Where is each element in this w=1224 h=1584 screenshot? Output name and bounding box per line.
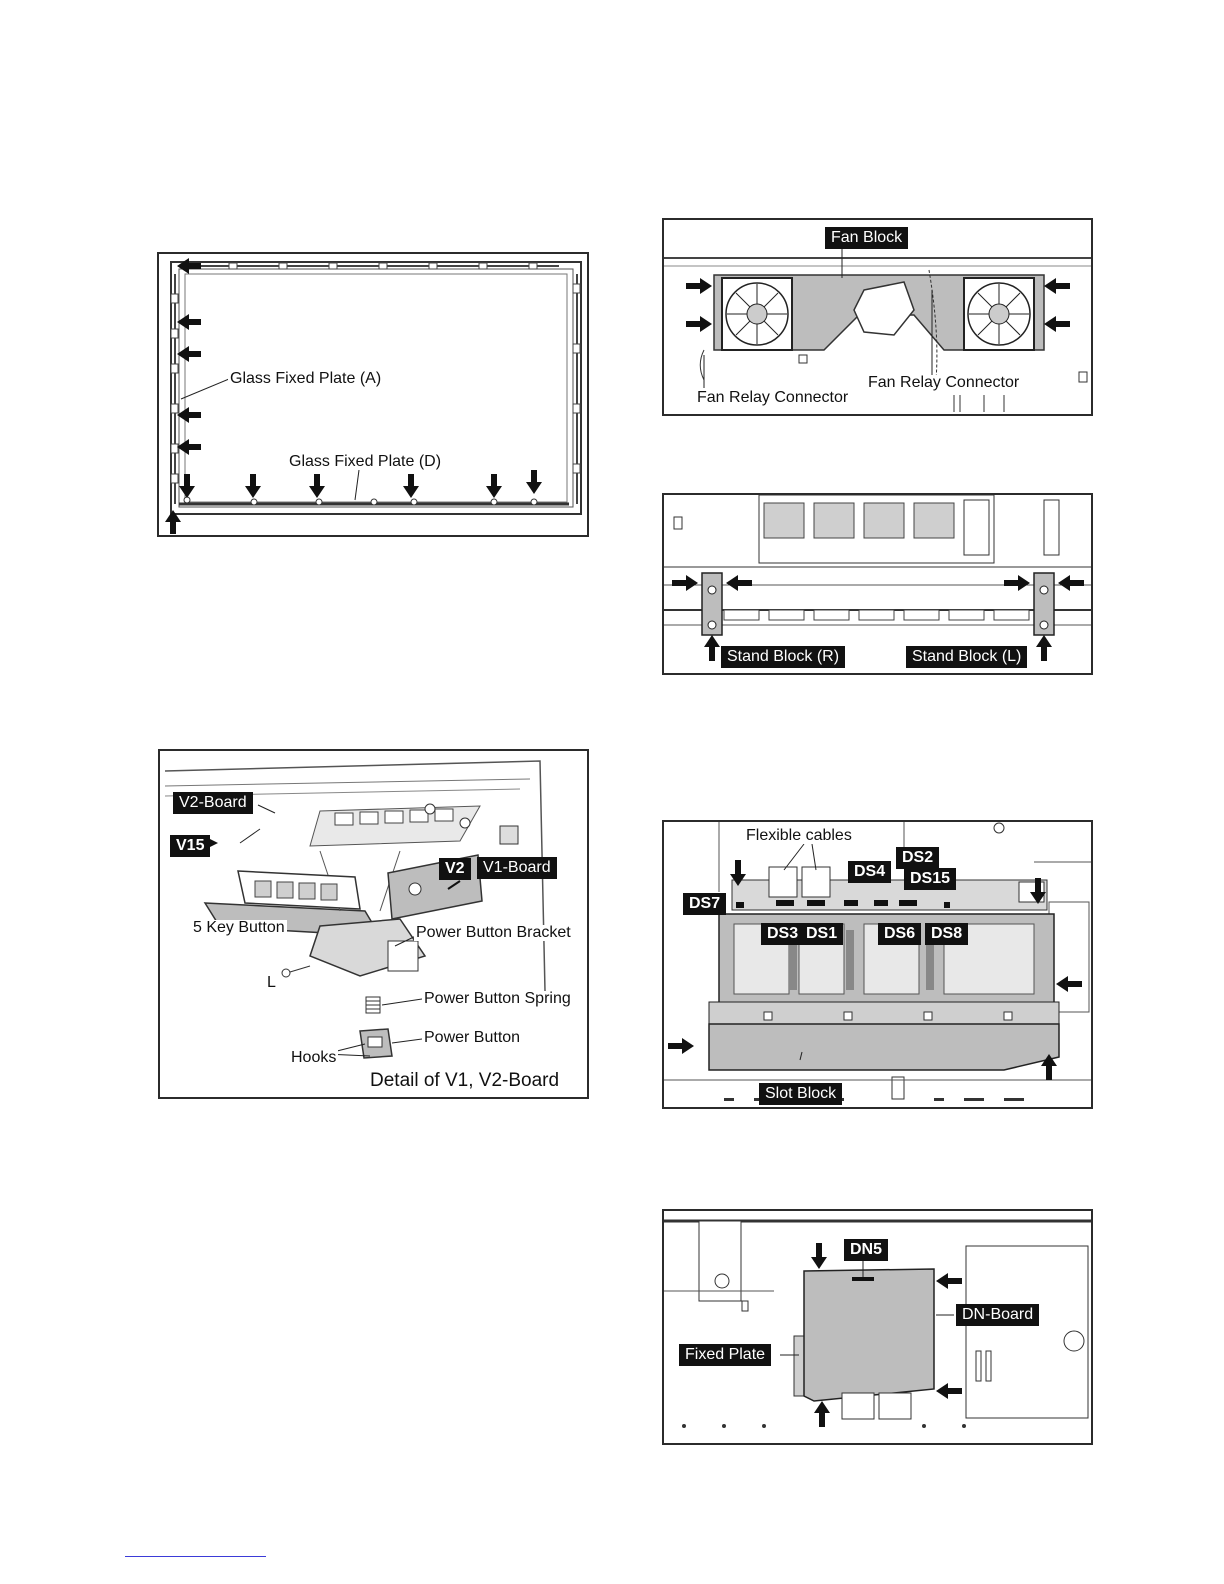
label-v2: V2: [439, 858, 471, 880]
panel-dn-board: [662, 1209, 1093, 1445]
label-ds15: DS15: [904, 868, 956, 890]
label-glass-fixed-plate-d: Glass Fixed Plate (D): [289, 453, 442, 470]
label-stand-block-l: Stand Block (L): [906, 646, 1027, 668]
label-slot-block: Slot Block: [759, 1083, 842, 1105]
label-ds4: DS4: [848, 861, 891, 883]
panel-glass-fixed-plates: [157, 252, 589, 537]
panel-slot-block: [662, 820, 1093, 1109]
label-fan-relay-connector-left: Fan Relay Connector: [697, 389, 849, 406]
label-dn-board: DN-Board: [956, 1304, 1039, 1326]
panel-stand-blocks: [662, 493, 1093, 675]
label-power-button-spring: Power Button Spring: [424, 990, 571, 1007]
caption-detail-v1-v2: Detail of V1, V2-Board: [370, 1070, 560, 1091]
label-fan-relay-connector-right: Fan Relay Connector: [868, 374, 1020, 391]
label-ds3: DS3: [761, 923, 804, 945]
panel-fan-block: [662, 218, 1093, 416]
label-v15: V15: [170, 835, 210, 857]
label-power-button: Power Button: [424, 1029, 521, 1046]
label-fan-block: Fan Block: [825, 227, 908, 249]
label-l: L: [267, 974, 276, 991]
panel-v1-v2-board-detail: [158, 749, 589, 1099]
label-ds8: DS8: [925, 923, 968, 945]
label-glass-fixed-plate-a: Glass Fixed Plate (A): [230, 370, 382, 387]
glass-frame-drawing: [159, 254, 587, 535]
label-power-button-bracket: Power Button Bracket: [416, 924, 571, 941]
label-hooks: Hooks: [291, 1049, 337, 1066]
footer-link-underline[interactable]: [125, 1556, 266, 1557]
label-ds2: DS2: [896, 847, 939, 869]
label-stand-block-r: Stand Block (R): [721, 646, 845, 668]
label-5-key-button: 5 Key Button: [193, 919, 285, 936]
label-fixed-plate: Fixed Plate: [679, 1344, 771, 1366]
label-v1-board: V1-Board: [477, 857, 557, 879]
label-v2-board: V2-Board: [173, 792, 253, 814]
label-ds6: DS6: [878, 923, 921, 945]
label-flexible-cables: Flexible cables: [746, 827, 852, 844]
label-ds1: DS1: [800, 923, 843, 945]
label-dn5: DN5: [844, 1239, 888, 1261]
label-ds7: DS7: [683, 893, 726, 915]
